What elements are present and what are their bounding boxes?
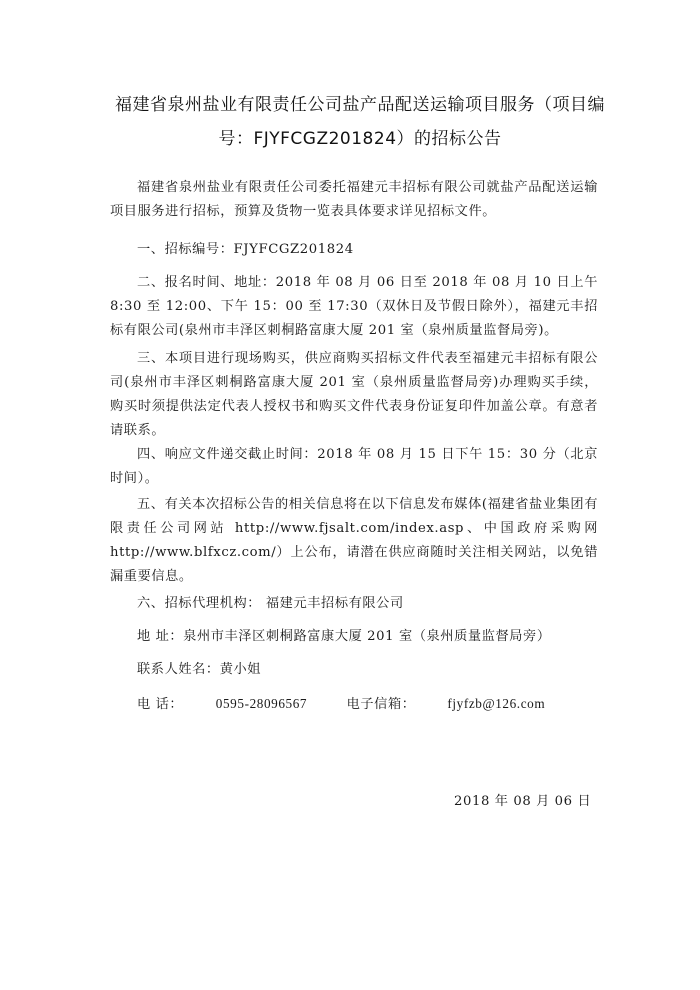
section-deadline: 四、响应文件递交截止时间：2018 年 08 月 15 日下午 15：30 分（北京时间）。 (110, 447, 598, 486)
section-media: 五、有关本次招标公告的相关信息将在以下信息发布媒体(福建省盐业集团有限责任公司网站 http://www.fjsalt.com/index.asp、中国政府采购网 http://www.blfxcz.com/）上公布，请潜在供应商随时关注相关网站，以免错漏重要信息。 (110, 497, 598, 584)
title-line-2: 号：FJYFCGZ201824）的招标公告 (218, 129, 502, 149)
email-value[interactable]: fjyfzb@126.com (447, 696, 546, 711)
contact-row (137, 692, 545, 717)
section-bid-number: 一、招标编号：FJYFCGZ201824 (137, 242, 354, 257)
contact-name: 联系人姓名：黄小姐 (137, 662, 262, 677)
page-title (110, 88, 610, 156)
notice-date: 2018 年 08 月 06 日 (454, 794, 592, 809)
phone-label: 电 话： (137, 697, 184, 712)
section-agency: 六、招标代理机构： 福建元丰招标有限公司 (137, 596, 404, 611)
title-line-1: 福建省泉州盐业有限责任公司盐产品配送运输项目服务（项目编 (115, 95, 605, 115)
section-registration: 二、报名时间、地址：2018 年 08 月 06 日至 2018 年 08 月 10 日上午 8:30 至 12:00、下午 15：00 至 17:30（双休日及节假日除外），福建元丰招标有限公司(泉州市丰泽区刺桐路富康大厦 201 室（泉州质量监督局旁)。 (110, 275, 598, 338)
intro-paragraph: 福建省泉州盐业有限责任公司委托福建元丰招标有限公司就盐产品配送运输项目服务进行招标，预算及货物一览表具体要求详见招标文件。 (110, 180, 598, 219)
agency-address: 地 址：泉州市丰泽区刺桐路富康大厦 201 室（泉州质量监督局旁） (137, 629, 551, 644)
email-label: 电子信箱： (346, 697, 416, 712)
phone-value: 0595-28096567 (215, 696, 308, 711)
section-purchase: 三、本项目进行现场购买，供应商购买招标文件代表至福建元丰招标有限公司(泉州市丰泽区刺桐路富康大厦 201 室（泉州质量监督局旁)办理购买手续，购买时须提供法定代表人授权书和购买文件代表身份证复印件加盖公章。有意者请联系。 (110, 351, 598, 438)
